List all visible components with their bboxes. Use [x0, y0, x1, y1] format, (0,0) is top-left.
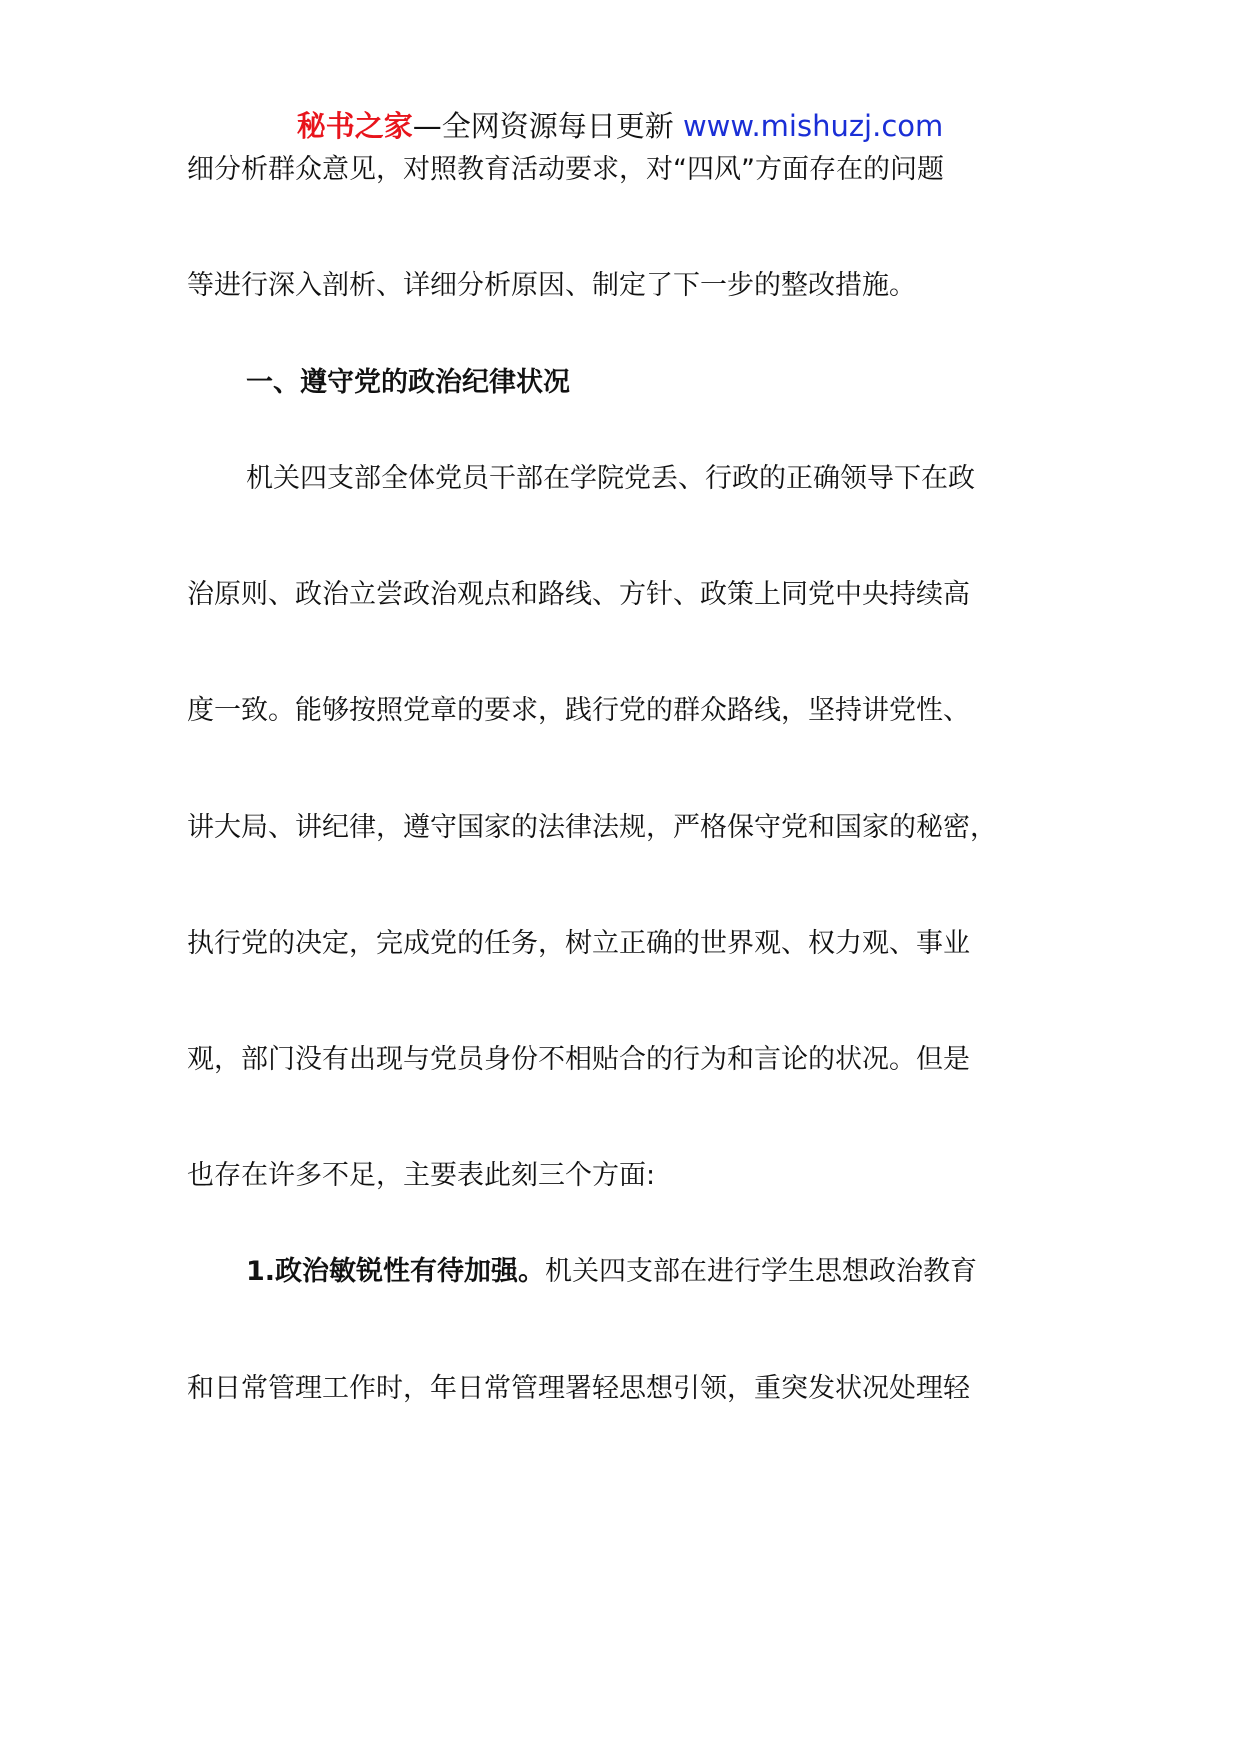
- section-heading-1: 一、遵守党的政治纪律状况: [246, 367, 570, 398]
- item-1-text: 机关四支部在进行学生思想政治教育: [545, 1256, 978, 1287]
- item-1-line-2: 和日常管理工作时，年日常管理署轻思想引领，重突发状况处理轻: [187, 1373, 970, 1404]
- page-header: [0, 104, 1240, 148]
- paragraph-1-line-7: 也存在许多不足，主要表此刻三个方面:: [187, 1160, 656, 1191]
- header-tagline: —全网资源每日更新: [412, 109, 683, 143]
- brand-name: 秘书之家: [296, 109, 413, 143]
- paragraph-1-line-4: 讲大局、讲纪律，遵守国家的法律法规，严格保守党和国家的秘密，: [187, 812, 997, 843]
- body-line-1: 细分析群众意见，对照教育活动要求，对“四风”方面存在的问题: [187, 154, 944, 185]
- paragraph-1-line-2: 治原则、政治立尝政治观点和路线、方针、政策上同党中央持续高: [187, 579, 970, 610]
- body-line-2: 等进行深入剖析、详细分析原因、制定了下一步的整改措施。: [187, 270, 916, 301]
- paragraph-1-line-6: 观，部门没有出现与党员身份不相贴合的行为和言论的状况。但是: [187, 1044, 970, 1075]
- paragraph-1-line-5: 执行党的决定，完成党的任务，树立正确的世界观、权力观、事业: [187, 928, 970, 959]
- item-1-line-1: [246, 1252, 977, 1292]
- paragraph-1-line-3: 度一致。能够按照党章的要求，践行党的群众路线，坚持讲党性、: [187, 695, 970, 726]
- paragraph-1-line-1: 机关四支部全体党员干部在学院党丢、行政的正确领导下在政: [246, 463, 975, 494]
- header-url-link[interactable]: www.mishuzj.com: [682, 109, 944, 143]
- item-1-title: 1.政治敏锐性有待加强。: [246, 1256, 546, 1287]
